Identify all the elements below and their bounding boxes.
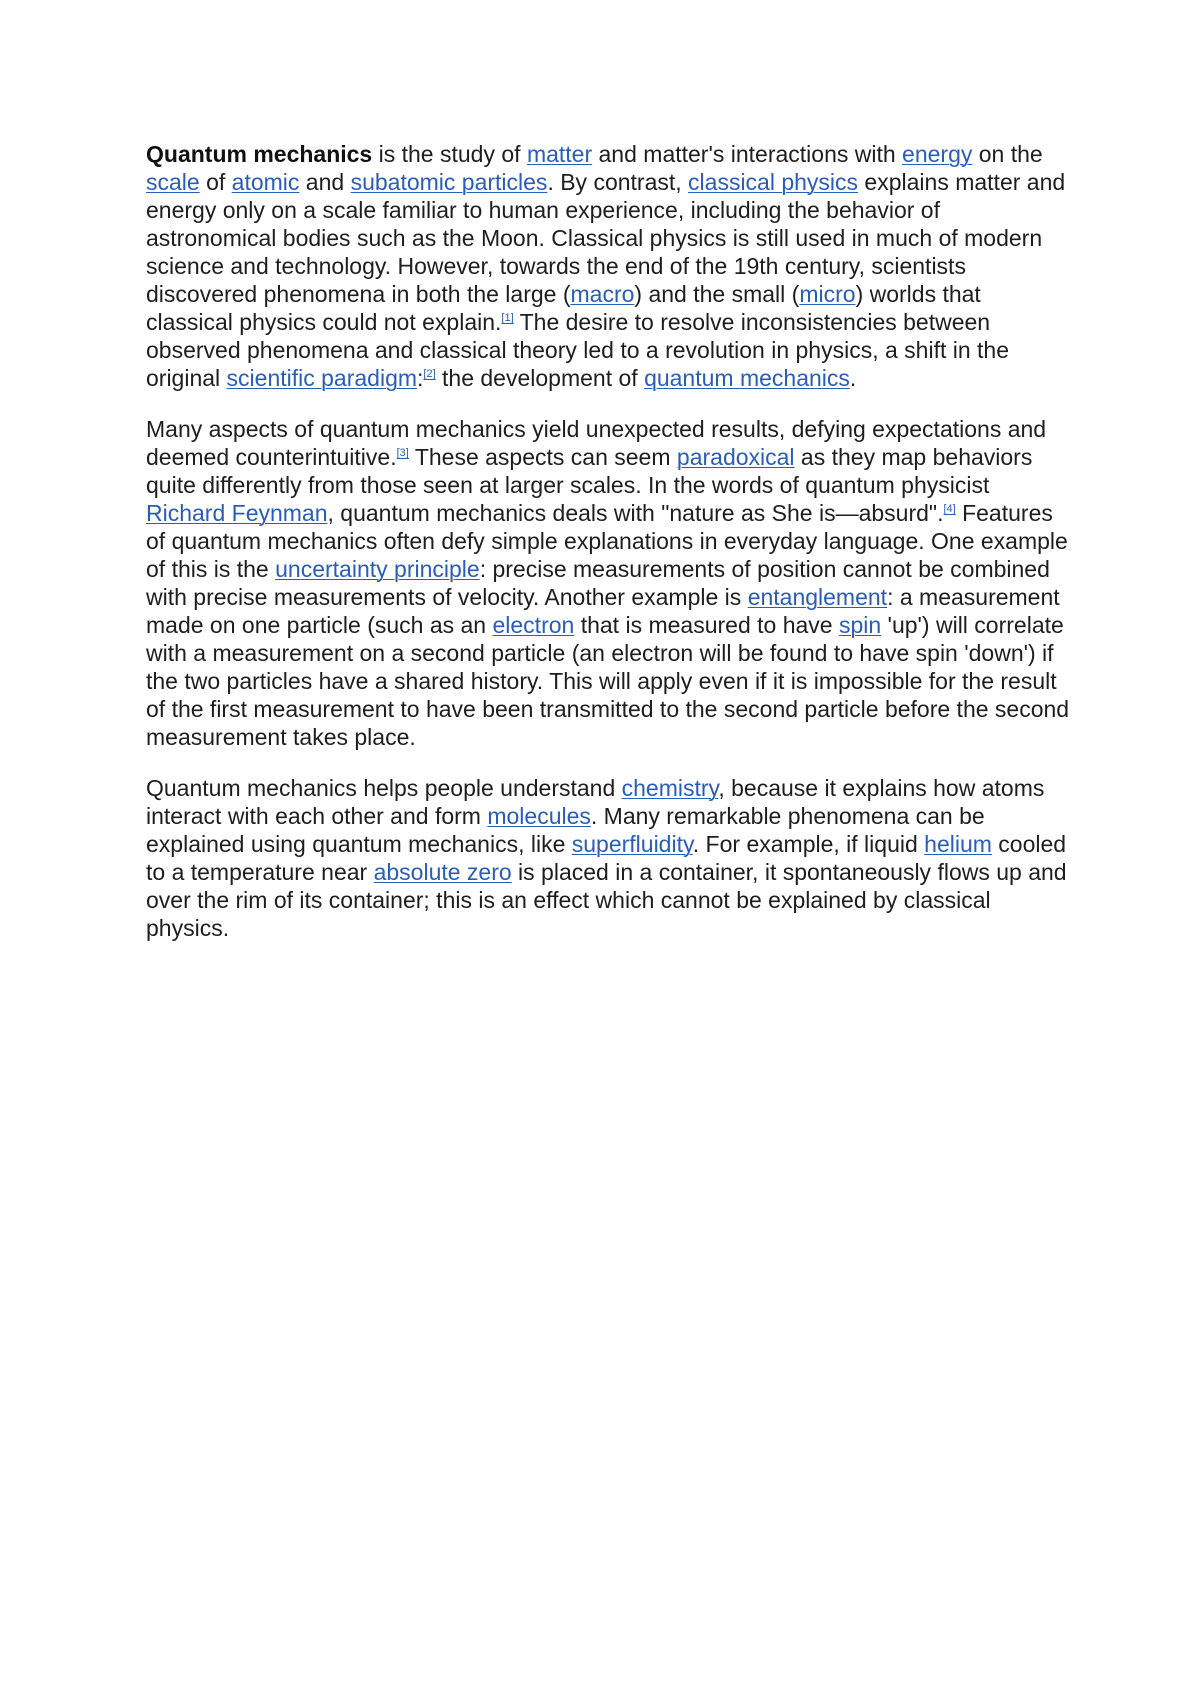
reference-link-4[interactable]: [4] xyxy=(943,503,956,515)
body-text: Quantum mechanics helps people understand xyxy=(146,775,622,801)
body-text: and xyxy=(299,169,351,195)
body-text: These aspects can seem xyxy=(408,444,677,470)
body-text: . xyxy=(849,365,857,391)
link-entanglement[interactable]: entanglement xyxy=(747,584,888,610)
reference-link-3[interactable]: [3] xyxy=(396,447,409,459)
paragraph-1 xyxy=(146,140,1071,392)
body-text: and matter's interactions with xyxy=(592,141,903,167)
body-text: ) and the small ( xyxy=(634,281,800,307)
body-text: the development of xyxy=(435,365,645,391)
body-text: is the study of xyxy=(372,141,527,167)
body-text: cooled to a temperature near xyxy=(146,831,1067,885)
body-text: on the xyxy=(972,141,1043,167)
body-text: , because it explains how atoms interact with each other and form xyxy=(146,775,1045,829)
body-text: . By contrast, xyxy=(547,169,689,195)
body-text: ) worlds that classical physics could not explain. xyxy=(146,281,981,335)
body-text: explains matter and energy only on a scale familiar to human experience, including the behavior of astronomical bodies such as the Moon. Classical physics is still used in much of modern science and technology. However, towards the end of the 19th century, scientists discovered phenomena in both the large ( xyxy=(146,169,1066,307)
body-text: The desire to resolve inconsistencies between observed phenomena and classical theory led to a revolution in physics, a shift in the original xyxy=(146,309,1010,391)
link-chemistry[interactable]: chemistry xyxy=(621,775,719,801)
body-text: , quantum mechanics deals with "nature as She is—absurd". xyxy=(327,500,944,526)
link-helium[interactable]: helium xyxy=(924,831,992,857)
link-superfluidity[interactable]: superfluidity xyxy=(571,831,693,857)
document-body xyxy=(146,140,1071,965)
link-electron[interactable]: electron xyxy=(492,612,575,638)
body-text: : a measurement made on one particle (such as an xyxy=(146,584,1060,638)
body-text: as they map behaviors quite differently from those seen at larger scales. In the words of quantum physicist xyxy=(146,444,1033,498)
link-subatomic-particles[interactable]: subatomic particles xyxy=(350,169,548,195)
body-text: of xyxy=(199,169,232,195)
link-spin[interactable]: spin xyxy=(838,612,882,638)
link-molecules[interactable]: molecules xyxy=(487,803,591,829)
body-text: : xyxy=(417,365,424,391)
link-scientific-paradigm[interactable]: scientific paradigm xyxy=(226,365,418,391)
link-richard-feynman[interactable]: Richard Feynman xyxy=(146,500,328,526)
paragraph-3 xyxy=(146,774,1071,942)
reference-sup xyxy=(943,503,955,515)
link-absolute-zero[interactable]: absolute zero xyxy=(373,859,512,885)
term-bold: Quantum mechanics xyxy=(146,141,373,167)
body-text: . For example, if liquid xyxy=(692,831,925,857)
link-atomic[interactable]: atomic xyxy=(231,169,300,195)
link-quantum-mechanics[interactable]: quantum mechanics xyxy=(644,365,850,391)
reference-link-2[interactable]: [2] xyxy=(423,368,436,380)
reference-link-1[interactable]: [1] xyxy=(501,312,514,324)
link-uncertainty-principle[interactable]: uncertainty principle xyxy=(275,556,480,582)
reference-sup xyxy=(501,312,513,324)
link-macro[interactable]: macro xyxy=(570,281,635,307)
body-text: Features of quantum mechanics often defy simple explanations in everyday language. One example of this is the xyxy=(146,500,1068,582)
link-micro[interactable]: micro xyxy=(799,281,856,307)
link-scale[interactable]: scale xyxy=(146,169,200,195)
link-classical-physics[interactable]: classical physics xyxy=(688,169,859,195)
body-text: that is measured to have xyxy=(574,612,839,638)
paragraph-2 xyxy=(146,415,1071,751)
link-paradoxical[interactable]: paradoxical xyxy=(676,444,795,470)
body-text: 'up') will correlate with a measurement on a second particle (an electron will be found to have spin 'down') if the two particles have a shared history. This will apply even if it is impossible for the result of the first measurement to have been transmitted to the second particle before the second measurement takes place. xyxy=(146,612,1070,750)
body-text: : precise measurements of position cannot be combined with precise measurements of velocity. Another example is xyxy=(146,556,1050,610)
reference-sup xyxy=(423,368,435,380)
reference-sup xyxy=(397,447,409,459)
body-text: Many aspects of quantum mechanics yield unexpected results, defying expectations and deemed counterintuitive. xyxy=(146,416,1047,470)
link-energy[interactable]: energy xyxy=(902,141,973,167)
link-matter[interactable]: matter xyxy=(526,141,593,167)
body-text: is placed in a container, it spontaneously flows up and over the rim of its container; this is an effect which cannot be explained by classical physics. xyxy=(146,859,1067,941)
body-text: . Many remarkable phenomena can be explained using quantum mechanics, like xyxy=(146,803,985,857)
